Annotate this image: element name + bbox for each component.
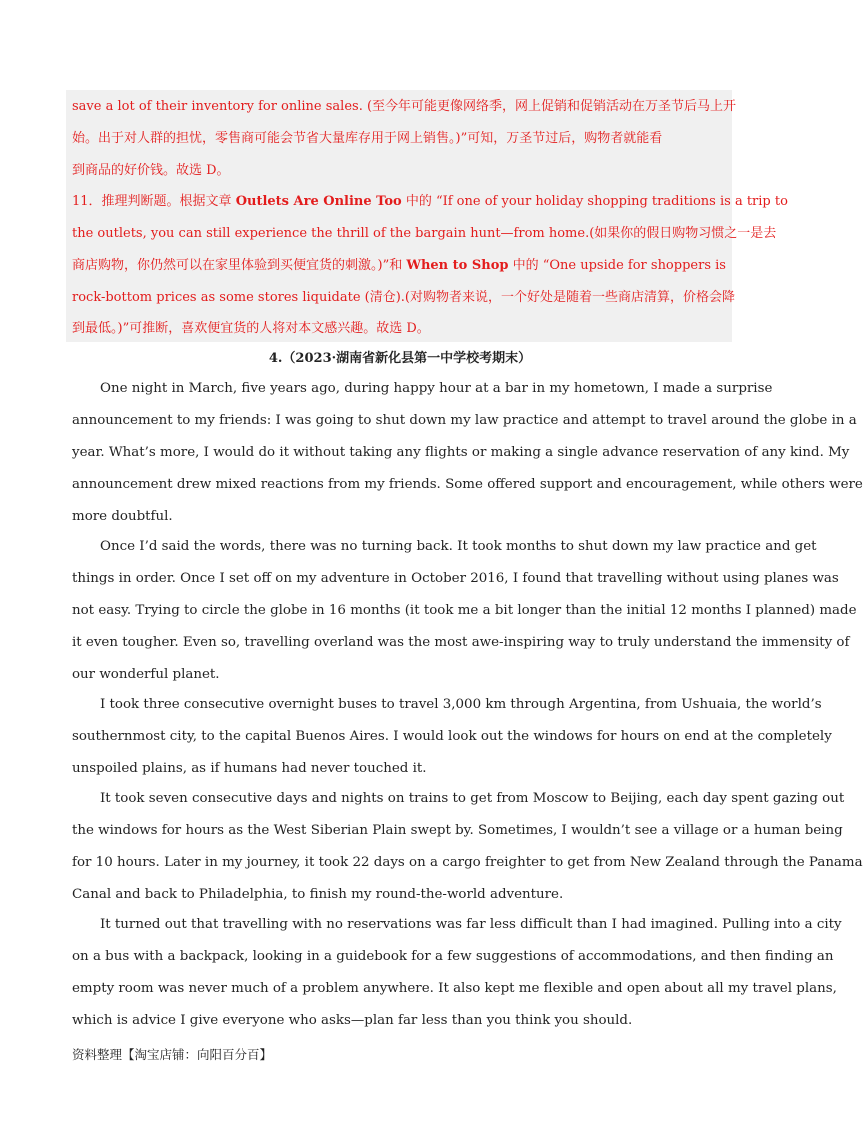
passage-line: announcement to my friends: I was going to shut down my law practice and attempt to travel around the globe in a [72, 413, 857, 428]
passage-line: empty room was never much of a problem anywhere. It also kept me flexible and open about all my travel plans, [72, 981, 837, 996]
article-title-when-to-shop: When to Shop [406, 258, 509, 273]
passage-line: the windows for hours as the West Siberian Plain swept by. Sometimes, I wouldn’t see a village or a human being [72, 823, 843, 838]
answer-line: the outlets, you can still experience the thrill of the bargain hunt—from home.(如果你的假日购物习惯之一是去 [72, 226, 777, 241]
passage-line: One night in March, five years ago, during happy hour at a bar in my hometown, I made a surprise [100, 381, 773, 396]
passage-line: It took seven consecutive days and nights on trains to get from Moscow to Beijing, each day spent gazing out [100, 791, 845, 806]
passage-line: I took three consecutive overnight buses to travel 3,000 km through Argentina, from Ushuaia, the world’s [100, 697, 822, 712]
answer-line [72, 257, 732, 275]
article-title-outlets: Outlets Are Online Too [235, 194, 402, 209]
passage-title: 4.（2023·湖南省新化县第一中学校考期末） [268, 351, 532, 366]
answer-text: 中的 “If one of your holiday shopping traditions is a trip to [401, 194, 788, 209]
passage-line: not easy. Trying to circle the globe in 16 months (it took me a bit longer than the initial 12 months I planned) made [72, 603, 857, 618]
answer-line: rock-bottom prices as some stores liquidate (清仓).(对购物者来说，一个好处是随着一些商店清算，价格会降 [72, 290, 735, 305]
passage-line: which is advice I give everyone who asks—plan far less than you think you should. [72, 1013, 633, 1028]
answer-line [72, 193, 788, 211]
page-footer: 资料整理【淘宝店铺：向阳百分百】 [72, 1047, 273, 1062]
answer-line: 始。出于对人群的担忧，零售商可能会节省大量库存用于网上销售。)”可知，万圣节过后，购物者就能看 [72, 131, 663, 146]
passage-line: southernmost city, to the capital Buenos Aires. I would look out the windows for hours on end at the completely [72, 729, 832, 744]
passage-line: things in order. Once I set off on my adventure in October 2016, I found that travelling without using planes was [72, 571, 839, 586]
passage-line: on a bus with a backpack, looking in a guidebook for a few suggestions of accommodations, and then finding an [72, 949, 834, 964]
passage-line: Canal and back to Philadelphia, to finish my round-the-world adventure. [72, 887, 564, 902]
passage-line: for 10 hours. Later in my journey, it took 22 days on a cargo freighter to get from New Zealand through the Panama [72, 855, 863, 870]
answer-text: 11．推理判断题。根据文章 [72, 194, 236, 209]
answer-line: save a lot of their inventory for online sales. (至今年可能更像网络季，网上促销和促销活动在万圣节后马上开 [72, 99, 737, 114]
passage-line: announcement drew mixed reactions from my friends. Some offered support and encouragement, while others were [72, 477, 863, 492]
passage-line: our wonderful planet. [72, 667, 220, 682]
answer-line: 到最低。)”可推断，喜欢便宜货的人将对本文感兴趣。故选 D。 [72, 321, 430, 336]
passage-line: unspoiled plains, as if humans had never touched it. [72, 761, 427, 776]
answer-text: 商店购物，你仍然可以在家里体验到买便宜货的刺激。)”和 [72, 258, 407, 273]
passage-line: more doubtful. [72, 509, 173, 524]
passage-line: Once I’d said the words, there was no turning back. It took months to shut down my law practice and get [100, 539, 817, 554]
answer-line: 到商品的好价钱。故选 D。 [72, 163, 230, 178]
passage-line: it even tougher. Even so, travelling overland was the most awe-inspiring way to truly understand the immensity of [72, 635, 850, 650]
passage-line: year. What’s more, I would do it without taking any flights or making a single advance reservation of any kind. My [72, 445, 850, 460]
passage-line: It turned out that travelling with no reservations was far less difficult than I had imagined. Pulling into a city [100, 917, 842, 932]
answer-text: 中的 “One upside for shoppers is [508, 258, 726, 273]
